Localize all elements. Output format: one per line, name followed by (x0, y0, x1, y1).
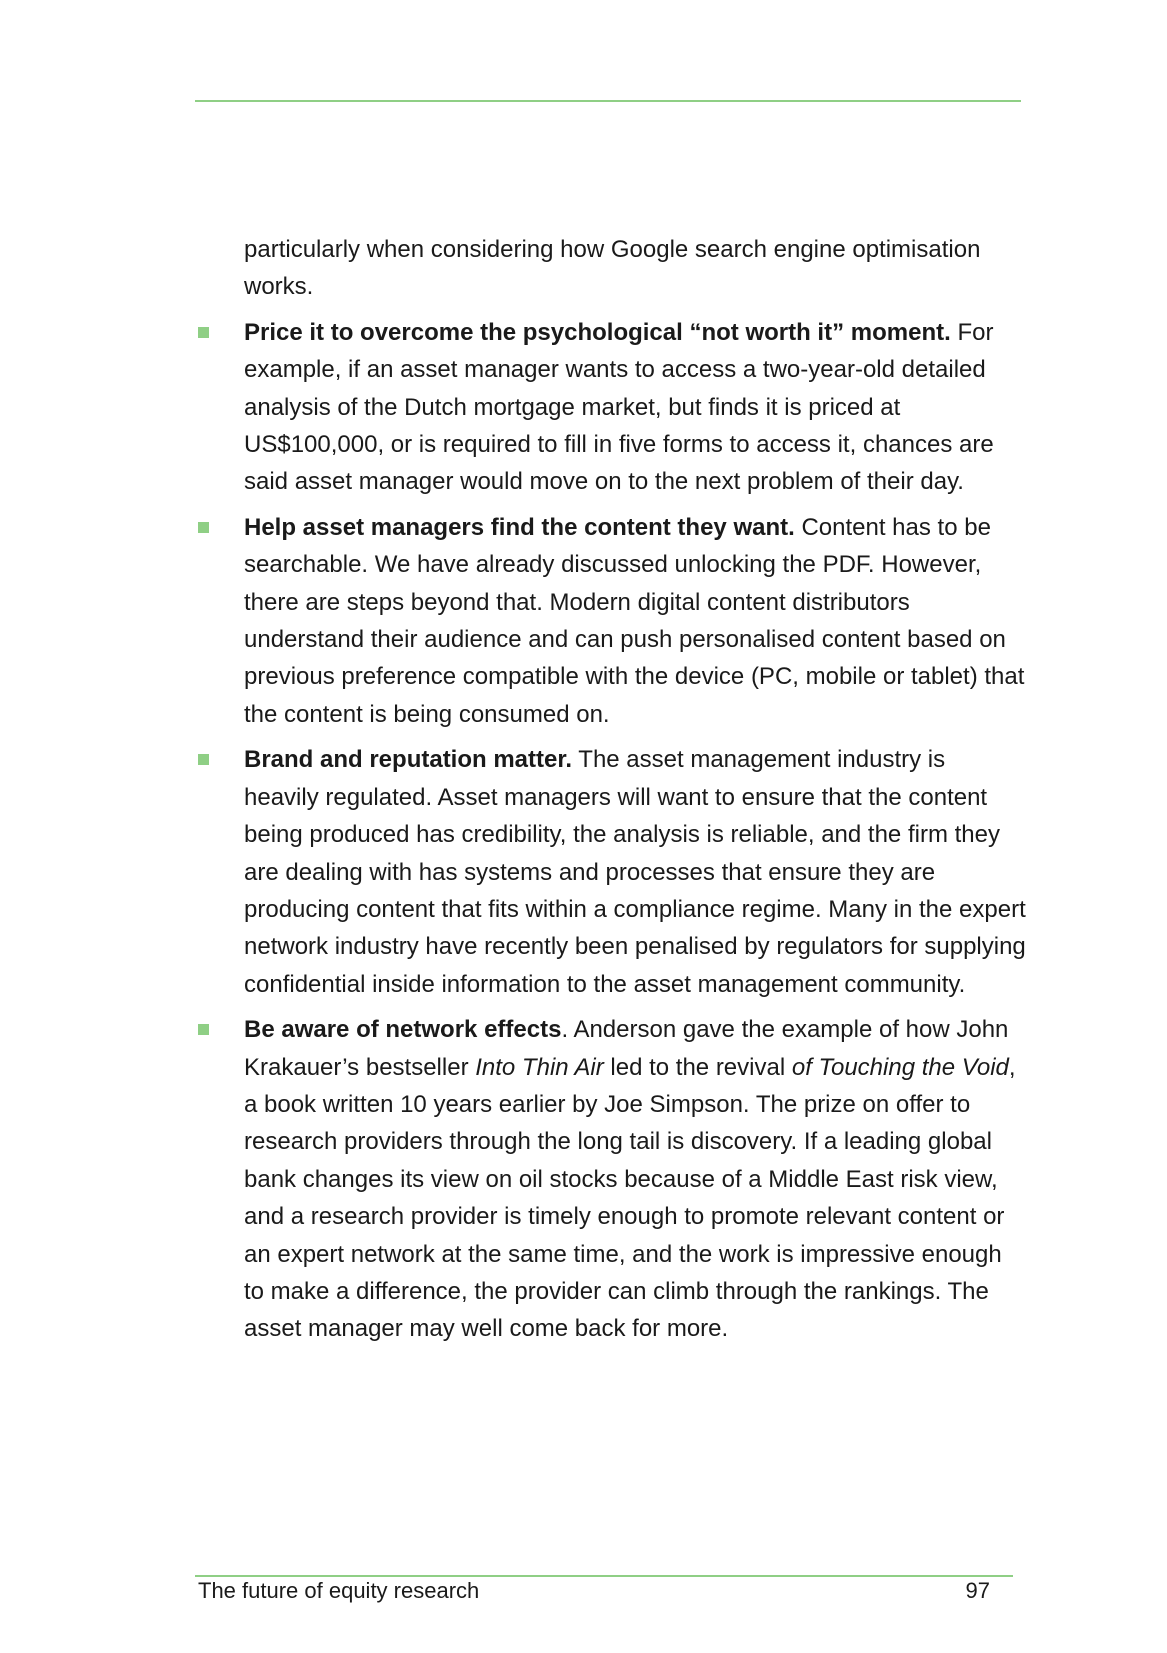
book-title-into-thin-air: Into Thin Air (475, 1053, 604, 1081)
header-rule (195, 100, 1021, 102)
bullet-text: , a book written 10 years earlier by Joe Simpson. The prize on offer to research providers through the long tail is discovery. If a leading global bank changes its view on oil stocks because of a Middle East risk view, and a research provider is timely enough to promote relevant content or an expert network at the same time, and the work is impressive enough to make a difference, the provider can climb through the rankings. The asset manager may well come back for more. (244, 1053, 1016, 1343)
bullet-text: . Anderson gave the example of how John Krakauer’s bestseller (244, 1016, 1009, 1081)
bullet-item-find-content (196, 509, 1026, 733)
square-bullet-icon (198, 754, 209, 765)
bullet-item-pricing (196, 314, 1026, 501)
footer-title: The future of equity research (198, 1578, 480, 1603)
bullet-title: Be aware of network effects (244, 1016, 562, 1044)
bullet-text: The asset management industry is heavily regulated. Asset managers will want to ensure that the content being produced has credibility, the analysis is reliable, and the firm they are dealing with has systems and processes that ensure they are producing content that fits within a compliance regime. Many in the expert network industry have recently been penalised by regulators for supplying confidential inside information to the asset management community. (244, 746, 1026, 998)
bullet-text: Content has to be searchable. We have already discussed unlocking the PDF. However, there are steps beyond that. Modern digital content distributors understand their audience and can push personalised content based on previous preference compatible with the device (PC, mobile or tablet) that the content is being consumed on. (244, 513, 1025, 728)
bullet-title: Help asset managers find the content they want. (244, 513, 795, 541)
bullet-text: For example, if an asset manager wants to access a two-year-old detailed analysis of the Dutch mortgage market, but finds it is priced at US$100,000, or is required to fill in five forms to access it, chances are said asset manager would move on to the next problem of their day. (244, 318, 994, 496)
page-number: 97 (965, 1578, 990, 1603)
square-bullet-icon (198, 1024, 209, 1035)
continuation-paragraph: particularly when considering how Google search engine optimisation works. (244, 236, 981, 301)
square-bullet-icon (198, 327, 209, 338)
bullet-text: led to the revival (603, 1053, 792, 1081)
square-bullet-icon (198, 522, 209, 533)
bullet-title: Brand and reputation matter. (244, 746, 573, 774)
book-title-touching-the-void: of Touching the Void (791, 1053, 1009, 1081)
bullet-item-network-effects (196, 1011, 1026, 1348)
bullet-title: Price it to overcome the psychological “not worth it” moment. (244, 318, 951, 346)
document-body (196, 231, 1026, 1356)
bullet-item-brand-reputation (196, 741, 1026, 1003)
